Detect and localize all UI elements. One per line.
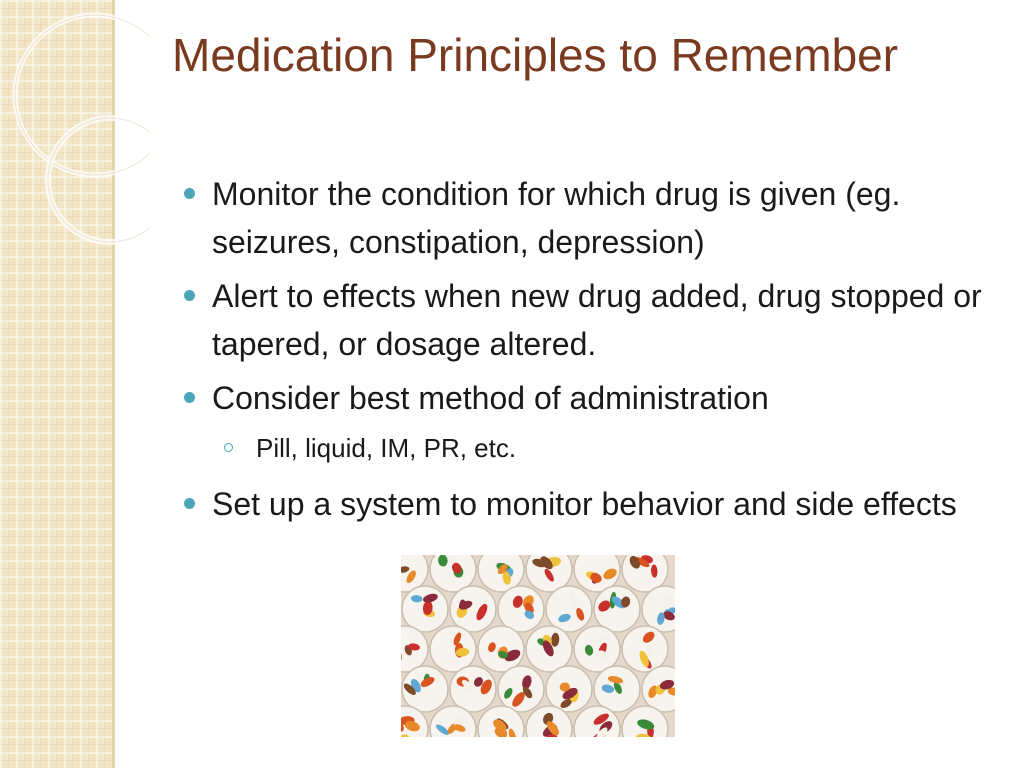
- bullet-text: Monitor the condition for which drug is given (eg. seizures, constipation, depression): [212, 176, 901, 260]
- pill-cups-photo: [401, 555, 675, 737]
- bullet-text: Alert to effects when new drug added, drug stopped or tapered, or dosage altered.: [212, 278, 982, 362]
- bullet-marker: [184, 392, 195, 403]
- bullet-text: Consider best method of administration: [212, 380, 769, 416]
- bullet-list: [184, 170, 984, 534]
- sub-bullet-text: Pill, liquid, IM, PR, etc.: [256, 433, 517, 463]
- bullet-item: [184, 272, 984, 368]
- bullet-text: Set up a system to monitor behavior and side effects: [212, 486, 957, 522]
- sub-bullet-item: [184, 428, 984, 468]
- bullet-item: [184, 170, 984, 266]
- bullet-marker: [184, 498, 195, 509]
- sub-bullet-marker: [224, 443, 233, 452]
- decorative-rings: [0, 0, 150, 260]
- slide-title: Medication Principles to Remember: [172, 29, 899, 81]
- bullet-marker: [184, 290, 195, 301]
- bullet-item: [184, 480, 984, 528]
- pill-cups-icon: [401, 555, 675, 737]
- bullet-item: [184, 374, 984, 422]
- bullet-marker: [184, 188, 195, 199]
